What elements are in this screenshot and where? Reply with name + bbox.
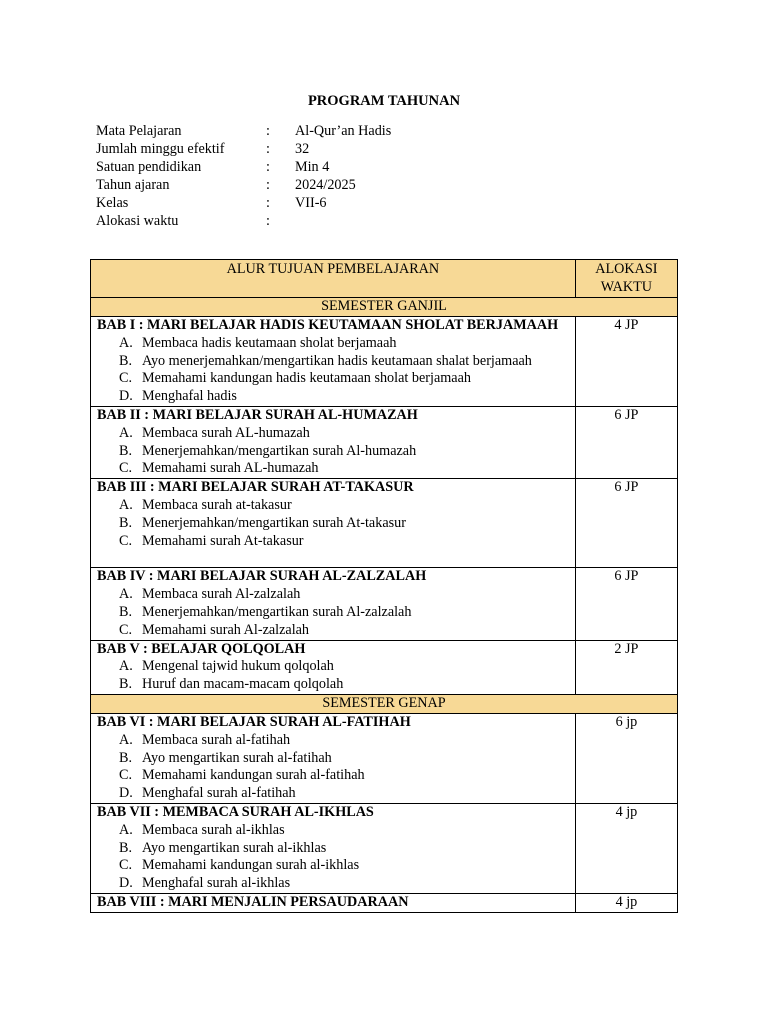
list-item	[97, 353, 571, 371]
objective-list	[97, 822, 571, 893]
bab-cell	[91, 479, 576, 568]
annual-program-table	[90, 259, 678, 913]
info-label: Mata Pelajaran	[96, 123, 182, 139]
item-text: Menghafal hadis	[142, 388, 237, 405]
list-item	[97, 460, 571, 478]
item-letter: A.	[119, 821, 133, 838]
info-label: Alokasi waktu	[96, 213, 179, 229]
semester-label: SEMESTER GENAP	[91, 694, 678, 713]
item-text: Menghafal surah al-fatihah	[142, 785, 296, 802]
item-text: Membaca surah Al-zalzalah	[142, 586, 301, 603]
item-text: Menerjemahkan/mengartikan surah At-takasur	[142, 514, 406, 531]
item-letter: C.	[119, 767, 133, 784]
item-text: Ayo menerjemahkan/mengartikan hadis keutamaan shalat berjamaah	[142, 352, 532, 369]
list-item	[97, 533, 571, 551]
info-value: VII-6	[295, 195, 327, 211]
item-text: Membaca surah al-ikhlas	[142, 821, 285, 838]
list-item	[97, 785, 571, 803]
info-colon: :	[266, 195, 270, 211]
item-letter: B.	[119, 442, 133, 459]
table-row	[91, 568, 678, 640]
list-item	[97, 622, 571, 640]
table-row	[91, 406, 678, 478]
header-learning-objectives: ALUR TUJUAN PEMBELAJARAN	[91, 260, 576, 298]
list-item	[97, 732, 571, 750]
list-item	[97, 443, 571, 461]
info-label: Jumlah minggu efektif	[96, 141, 225, 157]
bab-title: BAB V : BELAJAR QOLQOLAH	[97, 640, 306, 657]
item-text: Membaca hadis keutamaan sholat berjamaah	[142, 334, 397, 351]
table-header-row	[91, 260, 678, 298]
table-row	[91, 893, 678, 912]
item-letter: B.	[119, 352, 133, 369]
item-letter: B.	[119, 676, 133, 693]
info-value: 2024/2025	[295, 177, 356, 193]
list-item	[97, 767, 571, 785]
header-time-allocation-line1: ALOKASI	[595, 261, 658, 277]
time-allocation-value: 6 jp	[575, 713, 677, 803]
item-letter: C.	[119, 621, 133, 638]
semester-row-genap	[91, 694, 678, 713]
bab-title: BAB I : MARI BELAJAR HADIS KEUTAMAAN SHOLAT BERJAMAAH	[97, 317, 559, 333]
objective-list	[97, 335, 571, 406]
blank-line	[97, 550, 571, 567]
item-letter: A.	[119, 496, 133, 513]
item-text: Membaca surah al-fatihah	[142, 731, 291, 748]
item-text: Memahami kandungan hadis keutamaan sholat berjamaah	[142, 370, 471, 387]
item-text: Memahami surah Al-zalzalah	[142, 621, 310, 638]
bab-title: BAB VI : MARI BELAJAR SURAH AL-FATIHAH	[97, 713, 411, 730]
objective-list	[97, 658, 571, 694]
time-allocation-value: 6 JP	[575, 479, 677, 568]
item-letter: C.	[119, 857, 133, 874]
item-letter: D.	[119, 785, 133, 802]
header-time-allocation	[575, 260, 677, 298]
bab-title: BAB IV : MARI BELAJAR SURAH AL-ZALZALAH	[97, 568, 427, 585]
table-row	[91, 479, 678, 568]
list-item	[97, 875, 571, 893]
info-value: Min 4	[295, 159, 330, 175]
objective-list	[97, 425, 571, 478]
list-item	[97, 586, 571, 604]
list-item	[97, 822, 571, 840]
list-item	[97, 388, 571, 406]
item-text: Memahami surah At-takasur	[142, 532, 304, 549]
list-item	[97, 840, 571, 858]
item-letter: A.	[119, 334, 133, 351]
document-title: PROGRAM TAHUNAN	[307, 93, 461, 109]
list-item	[97, 750, 571, 768]
item-letter: C.	[119, 370, 133, 387]
info-value: Al-Qur’an Hadis	[295, 123, 392, 139]
info-label: Kelas	[96, 195, 129, 211]
list-item	[97, 497, 571, 515]
item-text: Memahami surah AL-humazah	[142, 460, 319, 477]
table-row	[91, 713, 678, 803]
item-letter: D.	[119, 388, 133, 405]
semester-row-ganjil	[91, 298, 678, 317]
info-label: Tahun ajaran	[96, 177, 170, 193]
item-letter: A.	[119, 586, 133, 603]
item-letter: B.	[119, 839, 133, 856]
time-allocation-value: 2 JP	[575, 640, 677, 694]
item-text: Memahami kandungan surah al-fatihah	[142, 767, 365, 784]
table-row	[91, 803, 678, 893]
table-row	[91, 640, 678, 694]
item-letter: D.	[119, 875, 133, 892]
item-text: Huruf dan macam-macam qolqolah	[142, 676, 344, 693]
bab-title: BAB VII : MEMBACA SURAH AL-IKHLAS	[97, 803, 374, 820]
info-colon: :	[266, 123, 270, 139]
item-letter: A.	[119, 731, 133, 748]
list-item	[97, 604, 571, 622]
item-text: Ayo mengartikan surah al-fatihah	[142, 749, 332, 766]
item-text: Ayo mengartikan surah al-ikhlas	[142, 839, 327, 856]
item-letter: A.	[119, 658, 133, 675]
semester-label: SEMESTER GANJIL	[91, 298, 678, 317]
list-item	[97, 857, 571, 875]
item-letter: C.	[119, 532, 133, 549]
header-time-allocation-line2: WAKTU	[600, 278, 653, 295]
time-allocation-value: 4 JP	[575, 317, 677, 407]
item-text: Mengenal tajwid hukum qolqolah	[142, 658, 334, 675]
time-allocation-value: 4 jp	[575, 803, 677, 893]
bab-title: BAB III : MARI BELAJAR SURAH AT-TAKASUR	[97, 479, 414, 496]
bab-cell	[91, 713, 576, 803]
item-text: Menerjemahkan/mengartikan surah Al-zalzalah	[142, 603, 412, 620]
time-allocation-value: 6 JP	[575, 406, 677, 478]
list-item	[97, 335, 571, 353]
bab-title: BAB VIII : MARI MENJALIN PERSAUDARAAN	[97, 893, 409, 910]
info-label: Satuan pendidikan	[96, 159, 202, 175]
list-item	[97, 658, 571, 676]
info-colon: :	[266, 141, 270, 157]
bab-cell	[91, 406, 576, 478]
item-letter: B.	[119, 603, 133, 620]
bab-title: BAB II : MARI BELAJAR SURAH AL-HUMAZAH	[97, 406, 418, 423]
item-letter: B.	[119, 749, 133, 766]
bab-cell	[91, 568, 576, 640]
list-item	[97, 676, 571, 694]
time-allocation-value: 6 JP	[575, 568, 677, 640]
item-letter: B.	[119, 514, 133, 531]
item-text: Menerjemahkan/mengartikan surah Al-humazah	[142, 442, 417, 459]
item-text: Memahami kandungan surah al-ikhlas	[142, 857, 360, 874]
objective-list	[97, 732, 571, 803]
item-text: Menghafal surah al-ikhlas	[142, 875, 291, 892]
list-item	[97, 370, 571, 388]
table-row	[91, 317, 678, 407]
objective-list	[97, 497, 571, 550]
bab-cell	[91, 893, 576, 912]
info-value: 32	[295, 141, 310, 157]
item-text: Membaca surah AL-humazah	[142, 424, 310, 441]
bab-cell	[91, 803, 576, 893]
item-letter: A.	[119, 424, 133, 441]
time-allocation-value: 4 jp	[575, 893, 677, 912]
info-colon: :	[266, 177, 270, 193]
list-item	[97, 515, 571, 533]
item-letter: C.	[119, 460, 133, 477]
objective-list	[97, 586, 571, 639]
item-text: Membaca surah at-takasur	[142, 496, 292, 513]
list-item	[97, 425, 571, 443]
bab-cell	[91, 317, 576, 407]
bab-cell	[91, 640, 576, 694]
info-colon: :	[266, 159, 270, 175]
info-colon: :	[266, 213, 270, 229]
